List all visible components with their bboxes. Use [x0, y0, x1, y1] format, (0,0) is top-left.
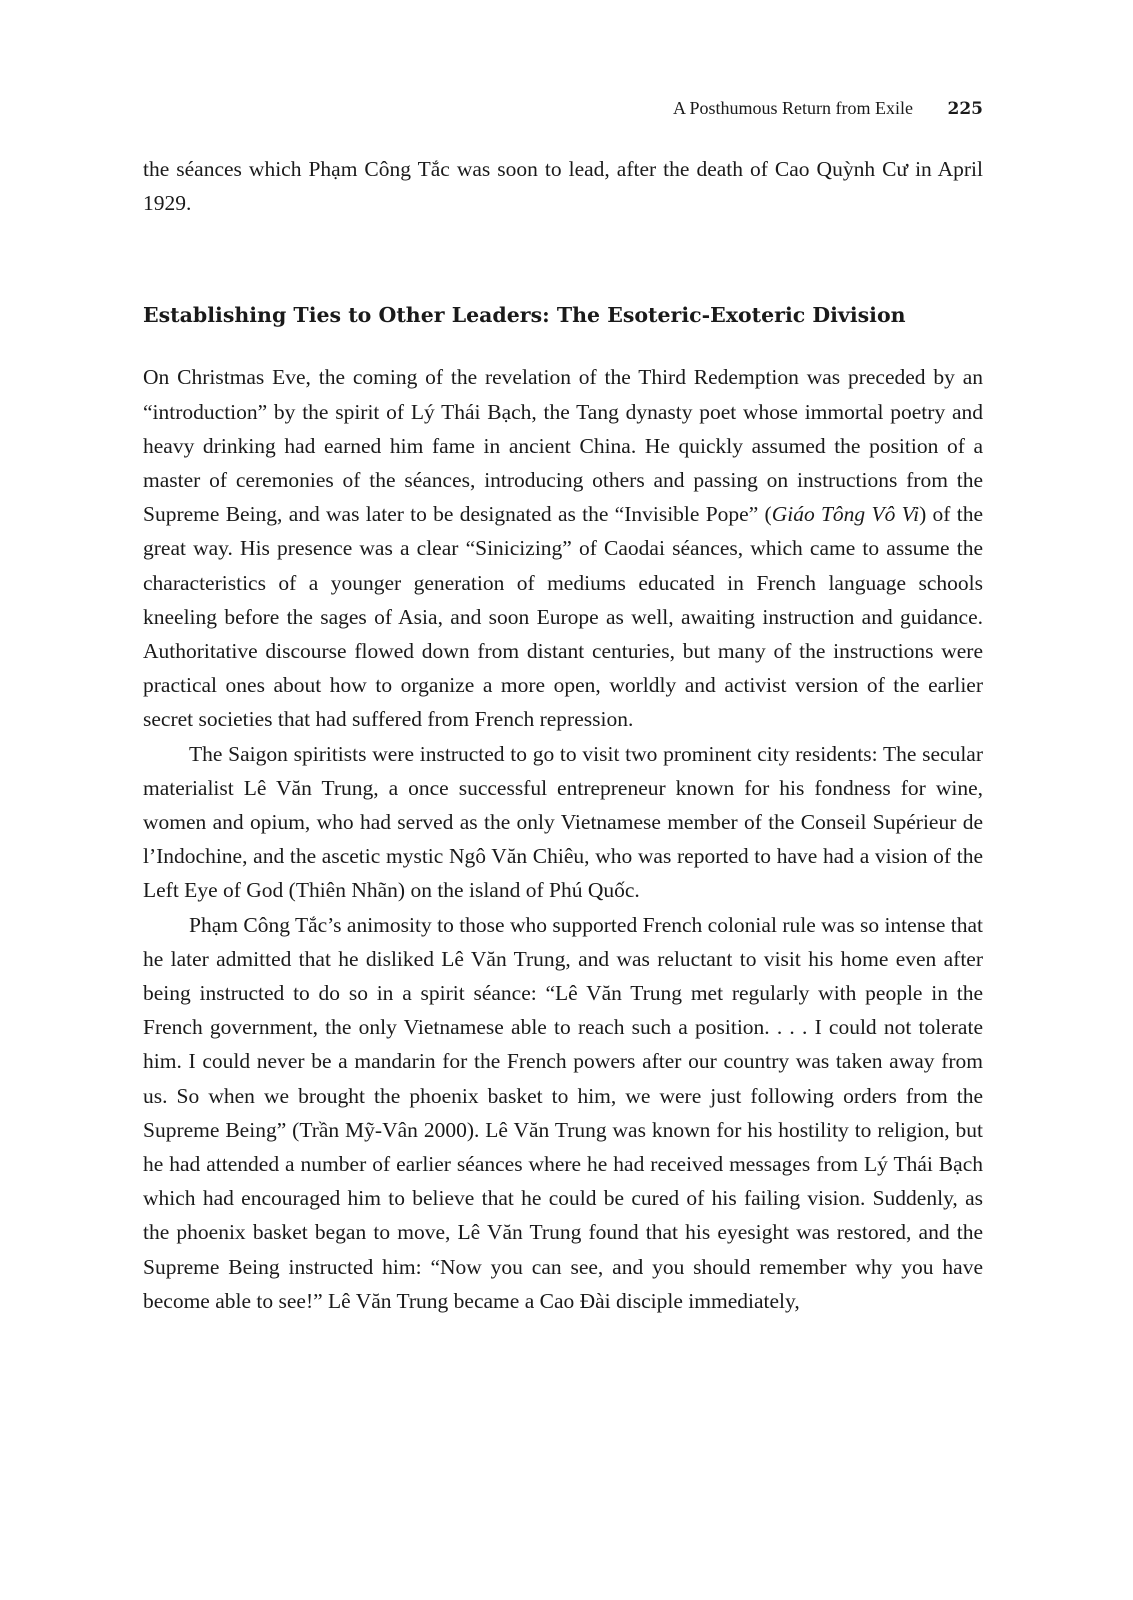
- paragraph-christmas-eve: [143, 360, 983, 736]
- paragraph-saigon-spiritists: The Saigon spiritists were instructed to go to visit two prominent city residents: The secular materialist Lê Văn Trung, a once successful entrepreneur known for his fondness for wine, women and opium, who had served as the only Vietnamese member of the Conseil Supérieur de l’Indochine, and the ascetic mystic Ngô Văn Chiêu, who was reported to have had a vision of the Left Eye of God (Thiên Nhãn) on the island of Phú Quốc.: [143, 741, 983, 903]
- paragraph-animosity: Phạm Công Tắc’s animosity to those who supported French colonial rule was so intense that he later admitted that he disliked Lê Văn Trung, and was reluctant to visit his home even after being instructed to do so in a spirit séance: “Lê Văn Trung met regularly with people in the French government, the only Vietnamese able to reach such a position. . . . I could not tolerate him. I could never be a mandarin for the French powers after our country was taken away from us. So when we brought the phoenix basket to him, we were just following orders from the Supreme Being” (Trần Mỹ-Vân 2000). Lê Văn Trung was known for his hostility to religion, but he had attended a number of earlier séances where he had received messages from Lý Thái Bạch which had encouraged him to believe that he could be cured of his failing vision. Suddenly, as the phoenix basket began to move, Lê Văn Trung found that his eyesight was restored, and the Supreme Being instructed him: “Now you can see, and you should remember why you have become able to see!” Lê Văn Trung became a Cao Đài disciple immediately,: [143, 912, 983, 1313]
- continued-paragraph: the séances which Phạm Công Tắc was soon to lead, after the death of Cao Quỳnh Cư in April 1929.: [143, 157, 983, 216]
- paragraph-text: On Christmas Eve, the coming of the revelation of the Third Redemption was preceded by an “introduction” by the spirit of Lý Thái Bạch, the Tang dynasty poet whose immortal poetry and heavy drinking had earned him fame in ancient China. He quickly assumed the position of a master of ceremonies of the séances, introducing others and passing on instructions from the Supreme Being, and was later to be designated as the “Invisible Pope” (: [143, 365, 983, 527]
- page-number: 225: [947, 99, 983, 119]
- section-heading: Establishing Ties to Other Leaders: The Esoteric-Exoteric Division: [143, 303, 906, 328]
- italic-term: Giáo Tông Vô Vi: [771, 502, 920, 527]
- body-text: [143, 152, 983, 1318]
- paragraph-text: ) of the great way. His presence was a clear “Sinicizing” of Caodai séances, which came to assume the characteristics of a younger generation of mediums educated in French language schools kneeling before the sages of Asia, and soon Europe as well, awaiting instruction and guidance. Authoritative discourse flowed down from distant centuries, but many of the instructions were practical ones about how to organize a more open, worldly and activist version of the earlier secret societies that had suffered from French repression.: [143, 502, 984, 732]
- running-header: [143, 96, 983, 121]
- running-title: A Posthumous Return from Exile: [673, 98, 913, 118]
